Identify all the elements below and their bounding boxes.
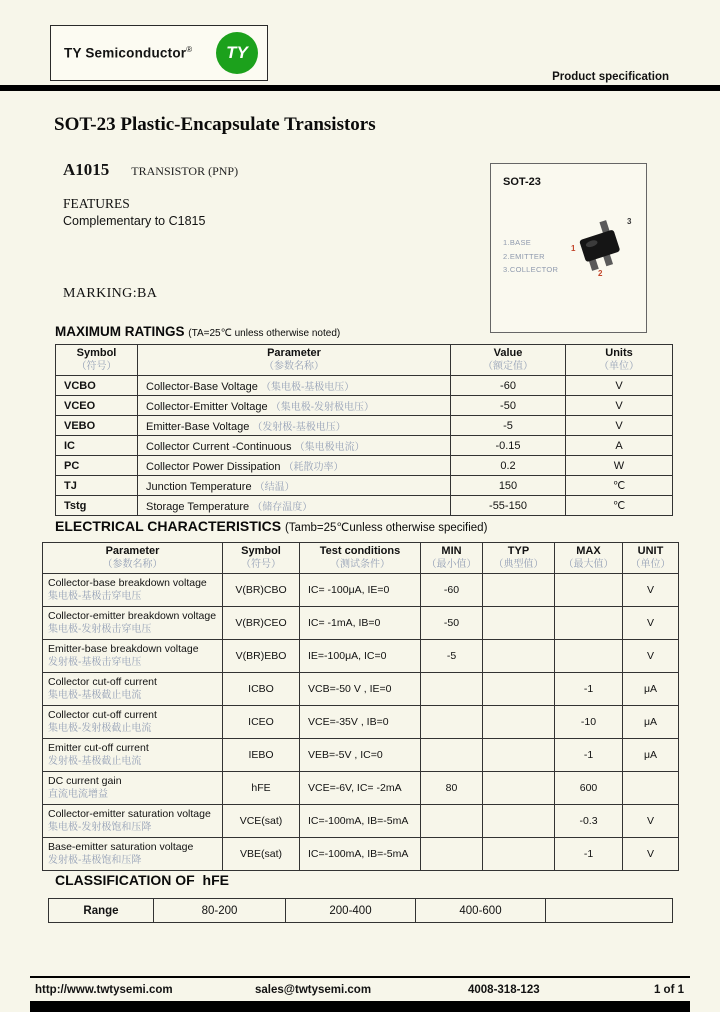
- symbol-cell: IC: [56, 436, 138, 456]
- max-ratings-header-cell: Value （额定值）: [451, 345, 566, 376]
- value-cell: -60: [451, 376, 566, 396]
- parameter-cell: Storage Temperature （储存温度）: [138, 496, 451, 516]
- registered-mark: ®: [186, 45, 193, 55]
- typ-cell: [483, 574, 555, 607]
- test-conditions-cell: VCE=-35V , IB=0: [300, 706, 421, 739]
- classification-cell: 200-400: [286, 899, 416, 923]
- electrical-row: [43, 673, 679, 706]
- electrical-header-cell: Symbol （符号）: [223, 543, 300, 574]
- parameter-cell: Collector cut-off current 集电极-发射极截止电流: [43, 706, 223, 739]
- max-cell: [555, 574, 623, 607]
- max-cell: -1: [555, 838, 623, 871]
- electrical-header-row: [43, 543, 679, 574]
- electrical-heading: ELECTRICAL CHARACTERISTICS (Tamb=25℃unless otherwise specified): [55, 518, 488, 534]
- product-specification-label: Product specification: [552, 71, 669, 83]
- symbol-cell: Tstg: [56, 496, 138, 516]
- max-ratings-header-row: [56, 345, 673, 376]
- parameter-cell: Base-emitter saturation voltage 发射极-基极饱和压降: [43, 838, 223, 871]
- electrical-characteristics-table: [42, 542, 679, 871]
- header-divider-bar: [0, 85, 720, 91]
- electrical-row: [43, 772, 679, 805]
- symbol-cell: hFE: [223, 772, 300, 805]
- pin-list: [503, 236, 558, 277]
- parameter-cell: DC current gain 直流电流增益: [43, 772, 223, 805]
- test-conditions-cell: IC=-100mA, IB=-5mA: [300, 805, 421, 838]
- typ-cell: [483, 607, 555, 640]
- min-cell: -60: [421, 574, 483, 607]
- max-cell: -1: [555, 739, 623, 772]
- unit-cell: μA: [623, 739, 679, 772]
- test-conditions-cell: IC= -1mA, IB=0: [300, 607, 421, 640]
- max-ratings-heading: MAXIMUM RATINGS (TA=25℃ unless otherwise noted): [55, 324, 341, 339]
- max-cell: -0.3: [555, 805, 623, 838]
- units-cell: V: [566, 396, 673, 416]
- pin-3-number: 3: [627, 217, 632, 226]
- max-cell: [555, 607, 623, 640]
- symbol-cell: TJ: [56, 476, 138, 496]
- max-ratings-row: [56, 476, 673, 496]
- symbol-cell: ICEO: [223, 706, 300, 739]
- max-ratings-row: [56, 436, 673, 456]
- electrical-row: [43, 574, 679, 607]
- min-cell: -50: [421, 607, 483, 640]
- unit-cell: μA: [623, 706, 679, 739]
- part-type: TRANSISTOR (PNP): [131, 164, 239, 178]
- classification-heading: CLASSIFICATION OF hFE: [55, 872, 229, 888]
- electrical-header-cell: MAX （最大值）: [555, 543, 623, 574]
- unit-cell: μA: [623, 673, 679, 706]
- electrical-header-cell: MIN （最小值）: [421, 543, 483, 574]
- symbol-cell: VBE(sat): [223, 838, 300, 871]
- symbol-cell: ICBO: [223, 673, 300, 706]
- min-cell: [421, 706, 483, 739]
- footer-email-link[interactable]: sales@twtysemi.com: [255, 984, 372, 996]
- parameter-cell: Collector-base breakdown voltage 集电极-基极击穿电压: [43, 574, 223, 607]
- electrical-row: [43, 706, 679, 739]
- max-cell: [555, 640, 623, 673]
- value-cell: -55-150: [451, 496, 566, 516]
- footer-divider: [30, 976, 690, 978]
- marking-label: MARKING:BA: [63, 286, 158, 301]
- units-cell: A: [566, 436, 673, 456]
- max-ratings-row: [56, 376, 673, 396]
- test-conditions-cell: VCE=-6V, IC= -2mA: [300, 772, 421, 805]
- symbol-cell: VEBO: [56, 416, 138, 436]
- max-ratings-row: [56, 456, 673, 476]
- electrical-row: [43, 838, 679, 871]
- max-ratings-table: [55, 344, 673, 516]
- parameter-cell: Collector-emitter saturation voltage 集电极-发射极饱和压降: [43, 805, 223, 838]
- part-line: [63, 160, 238, 180]
- electrical-row: [43, 607, 679, 640]
- min-cell: 80: [421, 772, 483, 805]
- max-ratings-row: [56, 396, 673, 416]
- value-cell: -0.15: [451, 436, 566, 456]
- classification-cell: [546, 899, 673, 923]
- parameter-cell: Collector cut-off current 集电极-基极截止电流: [43, 673, 223, 706]
- value-cell: -5: [451, 416, 566, 436]
- units-cell: V: [566, 416, 673, 436]
- classification-row: [49, 899, 673, 923]
- parameter-cell: Collector-Emitter Voltage （集电极-发射极电压）: [138, 396, 451, 416]
- package-name: SOT-23: [503, 176, 541, 188]
- parameter-cell: Collector-Base Voltage （集电极-基极电压）: [138, 376, 451, 396]
- min-cell: [421, 838, 483, 871]
- value-cell: -50: [451, 396, 566, 416]
- test-conditions-cell: VCB=-50 V , IE=0: [300, 673, 421, 706]
- electrical-header-cell: TYP （典型值）: [483, 543, 555, 574]
- max-cell: -1: [555, 673, 623, 706]
- pin-1-number: 1: [571, 244, 576, 253]
- parameter-cell: Collector Power Dissipation （耗散功率）: [138, 456, 451, 476]
- symbol-cell: VCEO: [56, 396, 138, 416]
- symbol-cell: VCE(sat): [223, 805, 300, 838]
- test-conditions-cell: IE=-100μA, IC=0: [300, 640, 421, 673]
- min-cell: [421, 805, 483, 838]
- footer-bar: [30, 1001, 690, 1012]
- parameter-cell: Emitter-base breakdown voltage 发射极-基极击穿电压: [43, 640, 223, 673]
- electrical-header-cell: Parameter （参数名称）: [43, 543, 223, 574]
- min-cell: [421, 739, 483, 772]
- test-conditions-cell: VEB=-5V , IC=0: [300, 739, 421, 772]
- unit-cell: V: [623, 838, 679, 871]
- min-cell: -5: [421, 640, 483, 673]
- max-cell: 600: [555, 772, 623, 805]
- brand-name: TY Semiconductor®: [64, 45, 193, 61]
- pin-label: 3.COLLECTOR: [503, 265, 559, 274]
- max-ratings-subtitle: (TA=25℃ unless otherwise noted): [188, 328, 341, 339]
- classification-cell: Range: [49, 899, 154, 923]
- footer-website-link[interactable]: http://www.twtysemi.com: [35, 984, 173, 996]
- typ-cell: [483, 739, 555, 772]
- classification-cell: 400-600: [416, 899, 546, 923]
- ty-logo-icon: TY: [216, 32, 258, 74]
- pin-2-number: 2: [598, 269, 603, 278]
- units-cell: ℃: [566, 476, 673, 496]
- units-cell: ℃: [566, 496, 673, 516]
- unit-cell: [623, 772, 679, 805]
- units-cell: W: [566, 456, 673, 476]
- pin-label: 1.BASE: [503, 238, 532, 247]
- unit-cell: V: [623, 574, 679, 607]
- typ-cell: [483, 805, 555, 838]
- electrical-header-cell: Test conditions （测试条件）: [300, 543, 421, 574]
- features-text: Complementary to C1815: [63, 214, 206, 228]
- classification-cell: 80-200: [154, 899, 286, 923]
- value-cell: 0.2: [451, 456, 566, 476]
- typ-cell: [483, 673, 555, 706]
- pin-label: 2.EMITTER: [503, 251, 545, 261]
- electrical-row: [43, 640, 679, 673]
- electrical-row: [43, 739, 679, 772]
- electrical-subtitle: (Tamb=25℃unless otherwise specified): [284, 522, 488, 534]
- max-cell: -10: [555, 706, 623, 739]
- sot23-package-drawing: [569, 214, 639, 278]
- typ-cell: [483, 772, 555, 805]
- parameter-cell: Collector Current -Continuous （集电极电流）: [138, 436, 451, 456]
- symbol-cell: IEBO: [223, 739, 300, 772]
- max-ratings-header-cell: Symbol （符号）: [56, 345, 138, 376]
- brand-logo-box: [50, 25, 268, 81]
- parameter-cell: Emitter-Base Voltage （发射极-基极电压）: [138, 416, 451, 436]
- symbol-cell: V(BR)CBO: [223, 574, 300, 607]
- unit-cell: V: [623, 805, 679, 838]
- unit-cell: V: [623, 607, 679, 640]
- classification-table: [48, 898, 673, 923]
- footer-phone: 4008-318-123: [468, 984, 540, 996]
- electrical-row: [43, 805, 679, 838]
- value-cell: 150: [451, 476, 566, 496]
- typ-cell: [483, 640, 555, 673]
- parameter-cell: Collector-emitter breakdown voltage 集电极-发射极击穿电压: [43, 607, 223, 640]
- test-conditions-cell: IC= -100μA, IE=0: [300, 574, 421, 607]
- test-conditions-cell: IC=-100mA, IB=-5mA: [300, 838, 421, 871]
- hfe-label: hFE: [202, 872, 229, 888]
- typ-cell: [483, 838, 555, 871]
- unit-cell: V: [623, 640, 679, 673]
- units-cell: V: [566, 376, 673, 396]
- features-heading: FEATURES: [63, 196, 130, 211]
- min-cell: [421, 673, 483, 706]
- parameter-cell: Junction Temperature （结温）: [138, 476, 451, 496]
- max-ratings-header-cell: Units （单位）: [566, 345, 673, 376]
- parameter-cell: Emitter cut-off current 发射极-基极截止电流: [43, 739, 223, 772]
- symbol-cell: V(BR)EBO: [223, 640, 300, 673]
- max-ratings-row: [56, 416, 673, 436]
- footer-page-number: 1 of 1: [653, 984, 684, 996]
- part-number: A1015: [63, 160, 110, 179]
- symbol-cell: PC: [56, 456, 138, 476]
- symbol-cell: V(BR)CEO: [223, 607, 300, 640]
- package-diagram-box: [490, 163, 647, 333]
- symbol-cell: VCBO: [56, 376, 138, 396]
- max-ratings-header-cell: Parameter （参数名称）: [138, 345, 451, 376]
- typ-cell: [483, 706, 555, 739]
- max-ratings-row: [56, 496, 673, 516]
- electrical-header-cell: UNIT （单位）: [623, 543, 679, 574]
- page-title: SOT-23 Plastic-Encapsulate Transistors: [54, 114, 376, 135]
